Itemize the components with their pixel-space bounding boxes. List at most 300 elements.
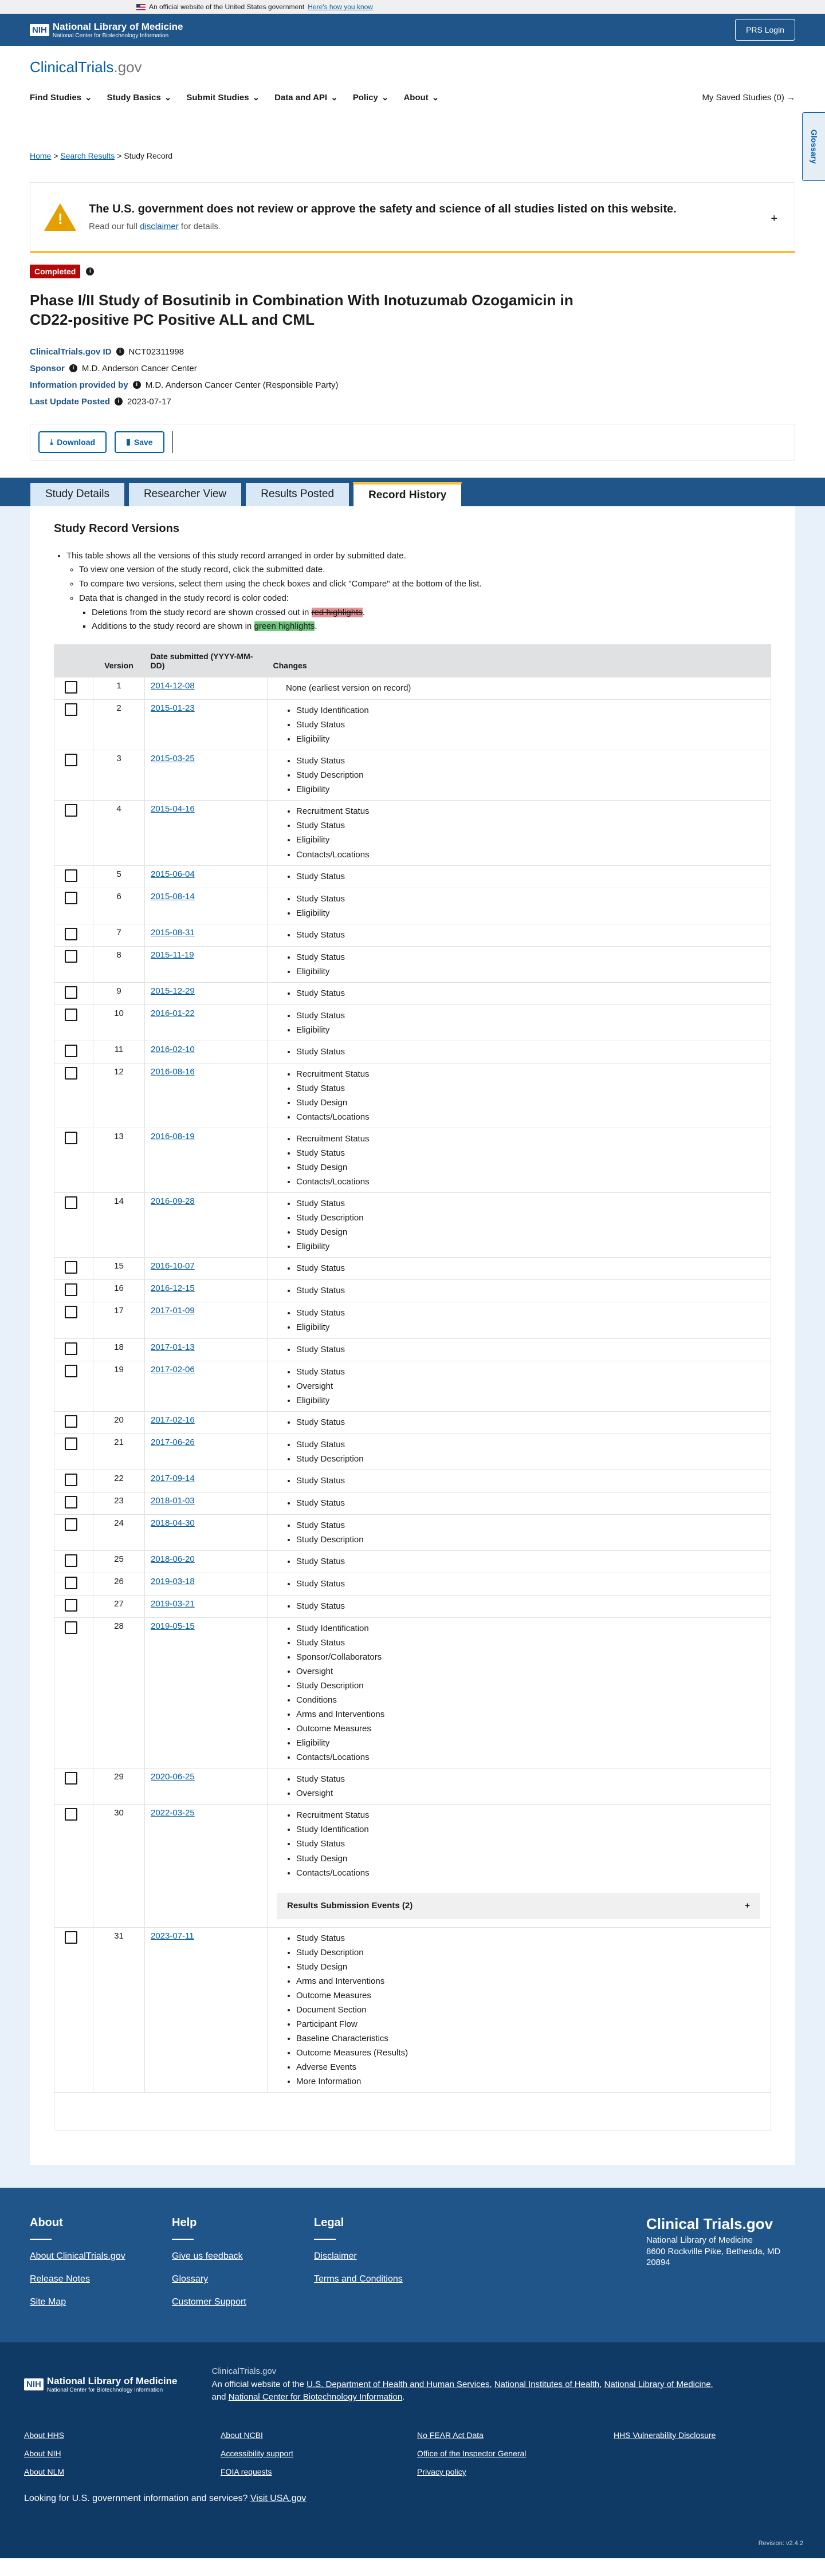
changes-list [268,1365,771,1408]
change-item: • Study Description [296,1452,771,1466]
version-date-link[interactable]: 2015-06-04 [151,869,195,879]
change-item: • Study Status [296,718,771,732]
version-checkbox[interactable] [65,1772,77,1785]
nav-submit-studies[interactable]: Submit Studies [186,92,249,103]
revision: Revision: v2.4.2 [758,2540,803,2547]
changes-cell [268,1128,771,1193]
change-item: • Study Status [296,928,771,942]
ncbi-subtitle: National Center for Biotechnology Information [52,32,169,39]
tab-study-details[interactable]: Study Details [30,482,125,506]
changes-list [268,1067,771,1124]
footer-link-give-us-feedback[interactable]: Give us feedback [172,2251,243,2262]
save-button[interactable] [115,431,164,453]
change-item: • Study Status [296,950,771,964]
change-item: • Eligibility [296,732,771,746]
footer-link[interactable]: About NLM [24,2467,65,2476]
version-number: 25 [93,1550,145,1573]
version-date-link[interactable]: 2017-09-14 [151,1473,195,1483]
change-item: • Study Status [296,1196,771,1211]
changes-cell [268,1550,771,1573]
version-checkbox[interactable] [65,1808,77,1821]
version-number: 6 [93,888,145,924]
version-date-link[interactable]: 2015-04-16 [151,804,195,814]
change-item: • Eligibility [296,833,771,847]
version-date-link[interactable]: 2016-08-19 [151,1132,195,1142]
table-row [54,1041,771,1063]
address-line: 8600 Rockville Pike, Bethesda, MD [646,2246,781,2256]
record-history-panel [30,506,795,2165]
version-date-link[interactable]: 2019-03-21 [151,1598,195,1609]
footer [0,2188,825,2342]
info-icon[interactable]: i [133,381,141,389]
bookmark-icon: ▮ [126,437,131,447]
footer-link [614,2449,810,2458]
select-cell [54,1595,93,1617]
version-checkbox[interactable] [65,1415,77,1428]
version-number: 20 [93,1411,145,1433]
deletions-legend: ▪ Deletions from the study record are shown crossed out in red highlights. [92,606,771,620]
date-cell [145,1805,268,1927]
usa-gov-link[interactable]: Visit USA.gov [250,2493,307,2503]
select-cell [54,1258,93,1280]
version-date-link[interactable]: 2016-12-15 [151,1283,195,1294]
info-icon[interactable]: i [69,364,77,372]
version-date-link[interactable]: 2015-08-31 [151,927,195,938]
changes-cell [268,982,771,1005]
change-item: • Contacts/Locations [296,1175,771,1189]
version-checkbox[interactable] [65,1261,77,1274]
select-cell [54,1550,93,1573]
date-cell [145,801,268,865]
change-item: • Study Status [296,1365,771,1379]
version-checkbox[interactable] [65,869,77,882]
change-item: • Arms and Interventions [296,1707,771,1722]
version-checkbox[interactable] [65,1283,77,1296]
changes-cell [268,1280,771,1302]
changes-list [268,754,771,797]
table-row [54,1617,771,1768]
date-cell [145,865,268,888]
change-item: • Contacts/Locations [296,1866,771,1880]
version-date-link[interactable]: 2017-06-26 [151,1437,195,1447]
table-row [54,1433,771,1470]
select-cell [54,678,93,700]
change-item: • Study Description [296,1211,771,1225]
red-highlight-sample: red highlights [311,607,363,617]
version-checkbox[interactable] [65,1306,77,1318]
save-label: Save [133,437,153,447]
changes-list [268,804,771,861]
changes-cell [268,865,771,888]
ncbi-subtitle: National Center for Biotechnology Information [46,2387,163,2394]
changes-cell [268,801,771,865]
version-checkbox[interactable] [65,1196,77,1209]
version-date-link[interactable]: 2019-05-15 [151,1621,195,1631]
version-number: 21 [93,1433,145,1470]
change-item: • Study Status [296,986,771,1001]
info-icon[interactable]: i [116,348,124,356]
version-number: 18 [93,1338,145,1361]
footer-link [614,2467,810,2476]
select-cell [54,801,93,865]
instruction-item: ◦ To view one version of the study record, click the submitted date. [79,563,771,577]
ncbi-link[interactable]: National Center for Biotechnology Information [228,2392,403,2402]
version-number: 27 [93,1595,145,1617]
change-item: • Participant Flow [296,2017,771,2031]
change-item: • Study Description [296,1945,771,1960]
version-date-link[interactable]: 2015-01-23 [151,703,195,714]
version-checkbox[interactable] [65,703,77,716]
version-checkbox[interactable] [65,892,77,904]
date-cell [145,1492,268,1514]
version-checkbox[interactable] [65,1599,77,1612]
table-row [54,1411,771,1433]
change-item: • Study Design [296,1160,771,1175]
header-select [54,645,93,678]
table-row [54,924,771,946]
nav-policy[interactable]: Policy [352,92,378,103]
gov-banner [0,0,825,14]
compare-row [54,2093,771,2130]
version-date-link[interactable]: 2019-03-18 [151,1576,195,1586]
alert-title: The U.S. government does not review or approve the safety and science of all studies listed on this website. [89,202,677,215]
nav-data-and-api[interactable]: Data and API [274,92,328,103]
footer-link-glossary[interactable]: Glossary [172,2274,209,2284]
select-cell [54,1433,93,1470]
date-cell [145,1005,268,1041]
date-cell [145,1768,268,1805]
footer-heading: Legal [314,2216,344,2230]
nav-study-basics[interactable]: Study Basics [107,92,161,103]
footer-logo[interactable]: Clinical Trials.gov [646,2215,773,2233]
changes-cell [268,1338,771,1361]
instruction-item: • This table shows all the versions of this study record arranged in order by submitted date. [66,549,771,564]
breadcrumb-home[interactable]: Home [30,151,52,160]
select-cell [54,1573,93,1595]
change-item: • Study Description [296,1533,771,1547]
footer-link[interactable]: About NIH [24,2448,61,2458]
table-row [54,1595,771,1617]
version-date-link[interactable]: 2015-08-14 [151,891,195,901]
version-date-link[interactable]: 2017-01-13 [151,1342,195,1352]
site-logo[interactable] [30,58,795,76]
record-history-section [0,506,825,2188]
changes-cell [268,1805,771,1927]
nih-link[interactable]: National Institutes of Health [494,2379,600,2389]
change-item: • Sponsor/Collaborators [296,1650,771,1664]
footer-link[interactable]: Privacy policy [417,2467,466,2476]
select-cell [54,982,93,1005]
version-date-link[interactable]: 2015-03-25 [151,754,195,764]
divider [172,431,173,453]
version-date-link[interactable]: 2016-10-07 [151,1261,195,1271]
footer-ct-name: ClinicalTrials.gov [211,2366,277,2377]
version-date-link[interactable]: 2016-08-16 [151,1066,195,1077]
change-item: • Study Design [296,1096,771,1110]
changes-list [268,1518,771,1547]
changes-cell [268,1514,771,1550]
alert-text: Read our full disclaimer for details. [89,221,221,231]
nlm-logo[interactable] [30,21,183,39]
table-row [54,1514,771,1550]
gov-banner-text: An official website of the United States government [149,3,305,11]
glossary-label: Glossary [809,129,819,164]
nih-mark: NIH [24,2378,44,2390]
expand-alert-icon[interactable]: + [771,212,777,225]
version-number: 13 [93,1128,145,1193]
change-item: • Study Identification [296,1621,771,1636]
version-date-link[interactable]: 2018-06-20 [151,1554,195,1564]
version-checkbox[interactable] [65,986,77,999]
version-checkbox[interactable] [65,1067,77,1080]
version-number: 11 [93,1041,145,1063]
version-date-link[interactable]: 2020-06-25 [151,1772,195,1782]
change-item: • Study Description [296,1679,771,1693]
footer-link-terms-and-conditions[interactable]: Terms and Conditions [314,2274,403,2284]
version-date-link[interactable]: 2023-07-11 [151,1931,194,1941]
chevron-down-icon: ⌄ [431,93,439,103]
header-version: Version [93,645,145,678]
changes-cell [268,946,771,982]
date-cell [145,1193,268,1258]
provided-label: Information provided by [30,380,128,390]
chevron-down-icon: ⌄ [381,93,389,103]
date-cell [145,1433,268,1470]
version-checkbox[interactable] [65,1931,77,1944]
updated-label: Last Update Posted [30,396,111,407]
download-button[interactable] [38,431,107,453]
version-checkbox[interactable] [65,1474,77,1486]
nav-about[interactable]: About [403,92,429,103]
changes-list [268,986,771,1001]
breadcrumb-current: Study Record [124,151,173,160]
version-date-link[interactable]: 2018-04-30 [151,1518,195,1528]
version-checkbox[interactable] [65,754,77,766]
footer-link[interactable]: FOIA requests [221,2467,272,2476]
version-date-link[interactable]: 2014-12-08 [151,681,195,691]
date-cell [145,982,268,1005]
change-item: • Study Status [296,1146,771,1160]
version-date-link[interactable]: 2018-01-03 [151,1495,195,1506]
version-checkbox[interactable] [65,1621,77,1634]
table-row [54,1302,771,1338]
footer-link-customer-support[interactable]: Customer Support [172,2297,246,2307]
change-item: • Study Status [296,1931,771,1945]
version-checkbox[interactable] [65,1554,77,1567]
date-cell [145,678,268,700]
select-cell [54,1470,93,1492]
nlm-link[interactable]: National Library of Medicine [604,2379,711,2389]
changes-list [268,1621,771,1764]
version-number: 23 [93,1492,145,1514]
version-checkbox[interactable] [65,681,77,694]
version-number: 3 [93,750,145,801]
footer-link[interactable]: No FEAR Act Data [417,2430,484,2440]
change-item: • Study Design [296,1852,771,1866]
tab-record-history[interactable]: Record History [353,482,462,506]
change-item: • Eligibility [296,1736,771,1750]
change-item: • Study Status [296,1437,771,1452]
version-checkbox[interactable] [65,928,77,940]
version-date-link[interactable]: 2017-01-09 [151,1306,195,1316]
changes-list [268,703,771,746]
version-checkbox[interactable] [65,1045,77,1057]
change-item: • Eligibility [296,906,771,920]
change-item: • Recruitment Status [296,1067,771,1081]
version-checkbox[interactable] [65,1496,77,1508]
change-item: • Study Status [296,1772,771,1786]
version-date-link[interactable]: 2016-02-10 [151,1044,195,1054]
select-cell [54,1805,93,1927]
change-item: • Study Status [296,1415,771,1429]
footer-bottom [0,2342,825,2558]
study-id: NCT02311998 [128,346,184,357]
disclaimer-link[interactable]: disclaimer [140,221,179,231]
select-cell [54,888,93,924]
change-item: • Eligibility [296,1023,771,1037]
date-cell [145,1063,268,1128]
change-item: • Study Status [296,1837,771,1851]
footer-nlm-logo[interactable] [24,2365,178,2404]
version-number: 19 [93,1361,145,1411]
heres-how-link[interactable]: Here's how you know [308,3,373,11]
footer-link[interactable]: About NCBI [221,2430,263,2440]
changes-cell [268,1361,771,1411]
prs-login-button[interactable]: PRS Login [735,19,795,41]
my-saved-studies-link[interactable]: My Saved Studies (0) → [702,92,795,103]
glossary-tab[interactable] [802,112,825,181]
change-item: • Contacts/Locations [296,1750,771,1764]
change-item: • Study Status [296,1342,771,1357]
table-row [54,865,771,888]
changes-cell [268,1411,771,1433]
select-cell [54,924,93,946]
select-cell [54,1361,93,1411]
study-actions [30,424,795,460]
version-checkbox[interactable] [65,1009,77,1021]
change-item: • Conditions [296,1693,771,1707]
info-icon[interactable]: i [115,397,123,405]
footer-link[interactable]: About HHS [24,2430,65,2440]
select-cell [54,1193,93,1258]
version-date-link[interactable]: 2022-03-25 [151,1808,195,1818]
footer-link-site-map[interactable]: Site Map [30,2297,66,2307]
version-checkbox[interactable] [65,1132,77,1144]
version-date-link[interactable]: 2017-02-16 [151,1415,195,1425]
versions-table [54,644,771,2130]
footer-link-release-notes[interactable]: Release Notes [30,2274,90,2284]
change-item: • Study Status [296,1009,771,1023]
footer-link-about-clinicaltrials-gov[interactable]: About ClinicalTrials.gov [30,2251,125,2262]
changes-list [268,1554,771,1569]
provided-value: M.D. Anderson Cancer Center (Responsible Party) [145,380,339,390]
tab-results-posted[interactable]: Results Posted [245,482,349,506]
version-number: 16 [93,1280,145,1302]
change-item: • Study Design [296,1960,771,1974]
version-checkbox[interactable] [65,1365,77,1377]
date-cell [145,700,268,750]
change-item: • Study Status [296,892,771,906]
sponsor-label: Sponsor [30,363,65,373]
table-row [54,1470,771,1492]
changes-cell [268,924,771,946]
change-item: • Study Description [296,768,771,782]
select-cell [54,1338,93,1361]
tab-researcher-view[interactable]: Researcher View [128,482,242,506]
select-cell [54,1041,93,1063]
version-date-link[interactable]: 2016-01-22 [151,1008,195,1018]
section-title: Study Record Versions [54,522,179,535]
chevron-down-icon: ⌄ [85,93,92,103]
footer-link[interactable]: HHS Vulnerability Disclosure [614,2430,716,2440]
select-cell [54,700,93,750]
date-cell [145,750,268,801]
site-tld: .gov [113,58,142,76]
date-cell [145,1361,268,1411]
table-row [54,1492,771,1514]
footer-link[interactable]: Accessibility support [221,2448,293,2458]
date-cell [145,1470,268,1492]
changes-list [268,950,771,979]
breadcrumb-search-results[interactable]: Search Results [60,151,115,160]
version-number: 8 [93,946,145,982]
change-item: • Eligibility [296,782,771,797]
date-cell [145,1573,268,1595]
version-checkbox[interactable] [65,1342,77,1355]
results-submission-events[interactable] [277,1893,760,1919]
hhs-link[interactable]: U.S. Department of Health and Human Services [307,2379,490,2389]
changes-cell [268,700,771,750]
version-date-link[interactable]: 2015-11-19 [151,950,194,960]
select-cell [54,865,93,888]
change-item: • Eligibility [296,1239,771,1254]
version-checkbox[interactable] [65,1577,77,1589]
info-icon[interactable]: i [86,267,94,275]
version-number: 14 [93,1193,145,1258]
change-item: • Study Status [296,754,771,768]
changes-cell [268,1595,771,1617]
select-cell [54,1063,93,1128]
change-item: • Contacts/Locations [296,1110,771,1124]
version-date-link[interactable]: 2017-02-06 [151,1364,195,1374]
version-checkbox[interactable] [65,1518,77,1531]
warning-icon: ! [44,203,76,231]
version-number: 30 [93,1805,145,1927]
version-date-link[interactable]: 2015-12-29 [151,986,195,996]
study-title: Phase I/II Study of Bosutinib in Combination With Inotuzumab Ozogamicin in CD22-positive PC Positive ALL and CML [30,292,573,328]
additions-legend: ▪ Additions to the study record are shown in green highlights. [92,620,771,634]
version-number: 9 [93,982,145,1005]
table-row [54,1193,771,1258]
footer-link[interactable]: Office of the Inspector General [417,2448,527,2458]
changes-list [268,869,771,884]
version-number: 28 [93,1617,145,1768]
table-row [54,1280,771,1302]
version-checkbox[interactable] [65,804,77,817]
footer-link-disclaimer[interactable]: Disclaimer [314,2251,357,2262]
change-item: • Study Status [296,1474,771,1488]
nav-find-studies[interactable]: Find Studies [30,92,81,103]
select-cell [54,1128,93,1193]
changes-cell [268,1041,771,1063]
date-cell [145,888,268,924]
table-row [54,801,771,865]
version-date-link[interactable]: 2016-09-28 [151,1196,195,1207]
changes-cell [268,1258,771,1280]
version-checkbox[interactable] [65,1437,77,1450]
version-checkbox[interactable] [65,950,77,963]
footer-official: ClinicalTrials.gov An official website of the U.S. Department of Health and Human Services, National Institutes of Health, National Library of Medicine, and National Center for Biotechnology Information. [212,2365,751,2404]
